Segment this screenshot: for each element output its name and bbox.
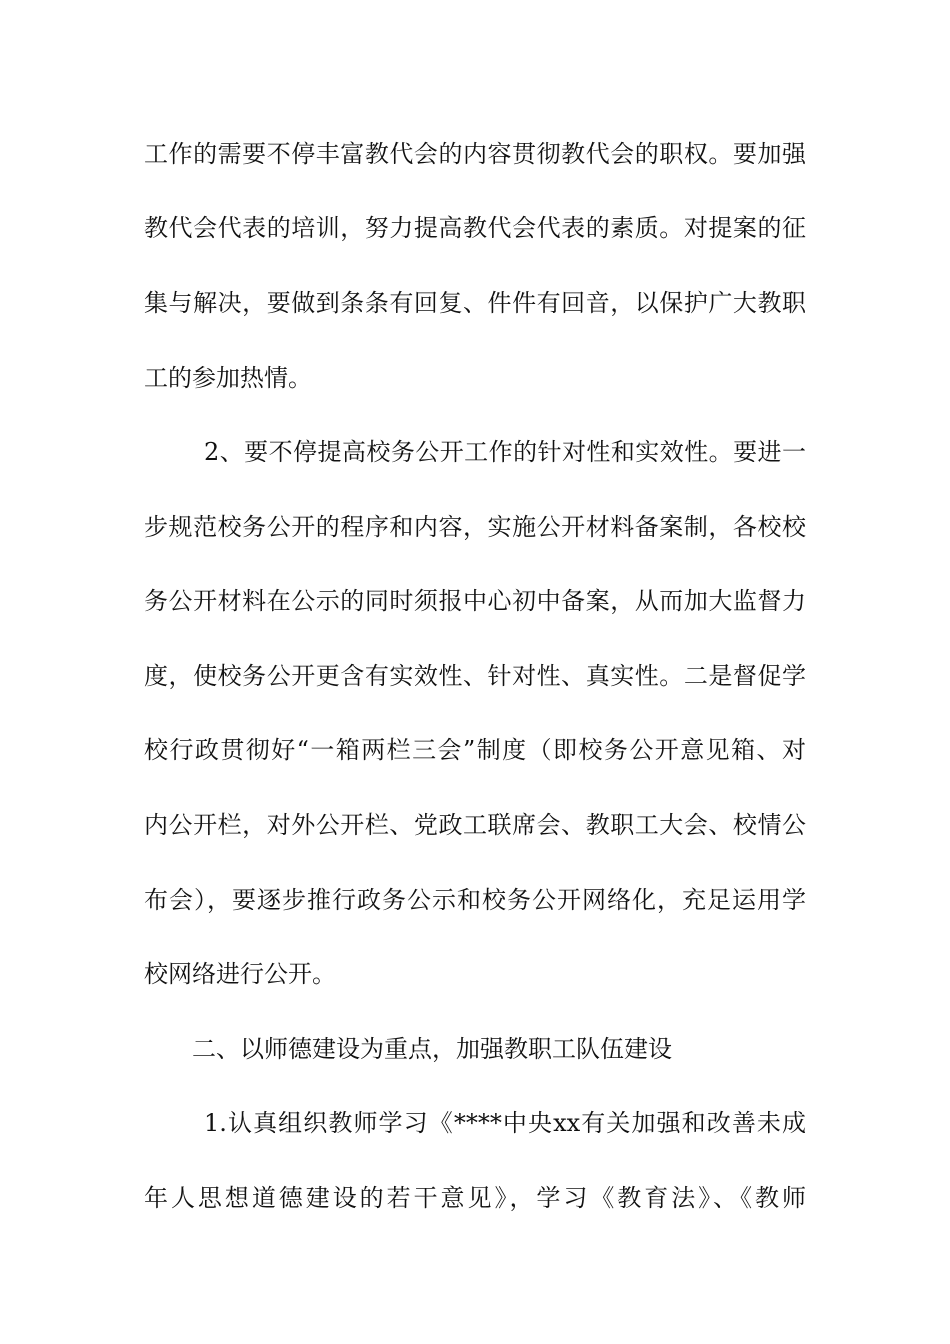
paragraph-line: 校行政贯彻好“一箱两栏三会”制度（即校务公开意见箱、对 [144, 736, 806, 764]
section-heading: 二、以师德建设为重点，加强教职工队伍建设 [192, 1035, 672, 1063]
paragraph-line: 校网络进行公开。 [144, 960, 336, 988]
paragraph-line: 教代会代表的培训，努力提高教代会代表的素质。对提案的征 [144, 214, 806, 242]
paragraph-line: 工的参加热情。 [144, 364, 312, 392]
paragraph-line: 步规范校务公开的程序和内容，实施公开材料备案制，各校校 [144, 513, 806, 541]
paragraph-line: 度，使校务公开更含有实效性、针对性、真实性。二是督促学 [144, 662, 806, 690]
paragraph-line: 集与解决，要做到条条有回复、件件有回音，以保护广大教职 [144, 289, 806, 317]
paragraph-line: 年人思想道德建设的若干意见》，学习《教育法》、《教师 [144, 1184, 806, 1212]
paragraph-line: 1.认真组织教师学习《****中央xx有关加强和改善未成 [204, 1109, 806, 1137]
paragraph-line: 工作的需要不停丰富教代会的内容贯彻教代会的职权。要加强 [144, 140, 806, 168]
paragraph-line: 布会），要逐步推行政务公示和校务公开网络化，充足运用学 [144, 886, 806, 914]
paragraph-line: 内公开栏，对外公开栏、党政工联席会、教职工大会、校情公 [144, 811, 806, 839]
paragraph-line: 2、要不停提高校务公开工作的针对性和实效性。要进一 [204, 438, 806, 466]
paragraph-line: 务公开材料在公示的同时须报中心初中备案，从而加大监督力 [144, 587, 806, 615]
